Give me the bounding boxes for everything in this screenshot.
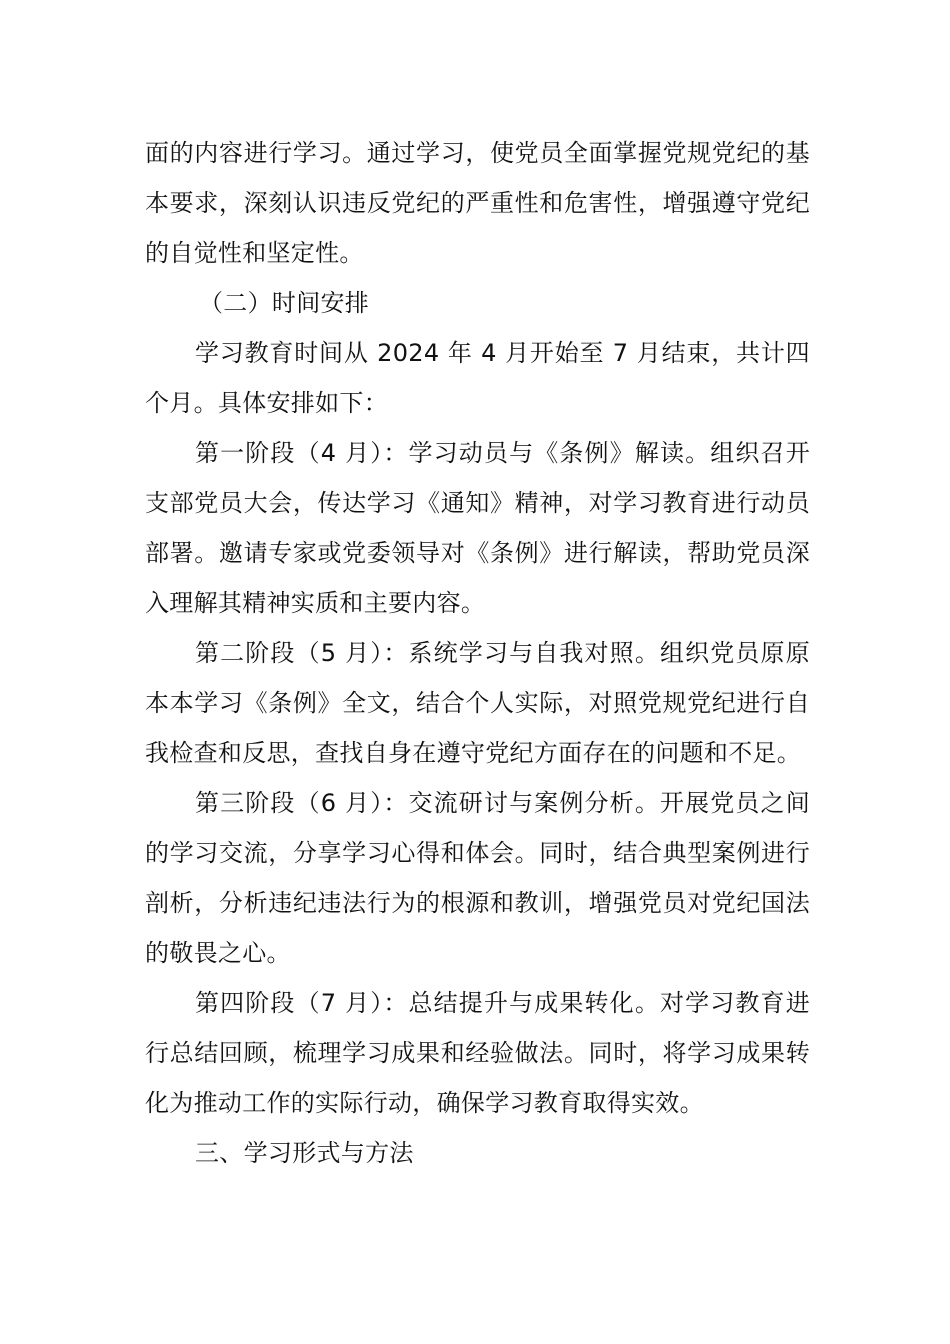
- subsection-heading-schedule: （二）时间安排: [199, 289, 370, 317]
- paragraph-phase-2: 第二阶段（5 月）：系统学习与自我对照。组织党员原原本本学习《条例》全文，结合个人实际，对照党规党纪进行自我检查和反思，查找自身在遵守党纪方面存在的问题和不足。: [145, 639, 810, 767]
- paragraph-phase-4: 第四阶段（7 月）：总结提升与成果转化。对学习教育进行总结回顾，梳理学习成果和经验做法。同时，将学习成果转化为推动工作的实际行动，确保学习教育取得实效。: [145, 989, 810, 1117]
- section-heading-methods: 三、学习形式与方法: [195, 1139, 414, 1167]
- paragraph-schedule-intro: 学习教育时间从 2024 年 4 月开始至 7 月结束，共计四个月。具体安排如下：: [145, 339, 810, 417]
- document-body: [145, 128, 810, 1178]
- paragraph-phase-1: 第一阶段（4 月）：学习动员与《条例》解读。组织召开支部党员大会，传达学习《通知》精神，对学习教育进行动员部署。邀请专家或党委领导对《条例》进行解读，帮助党员深入理解其精神实质和主要内容。: [145, 439, 810, 617]
- paragraph-phase-3: 第三阶段（6 月）：交流研讨与案例分析。开展党员之间的学习交流，分享学习心得和体会。同时，结合典型案例进行剖析，分析违纪违法行为的根源和教训，增强党员对党纪国法的敬畏之心。: [145, 789, 810, 967]
- paragraph-continuation: 面的内容进行学习。通过学习，使党员全面掌握党规党纪的基本要求，深刻认识违反党纪的严重性和危害性，增强遵守党纪的自觉性和坚定性。: [145, 139, 810, 267]
